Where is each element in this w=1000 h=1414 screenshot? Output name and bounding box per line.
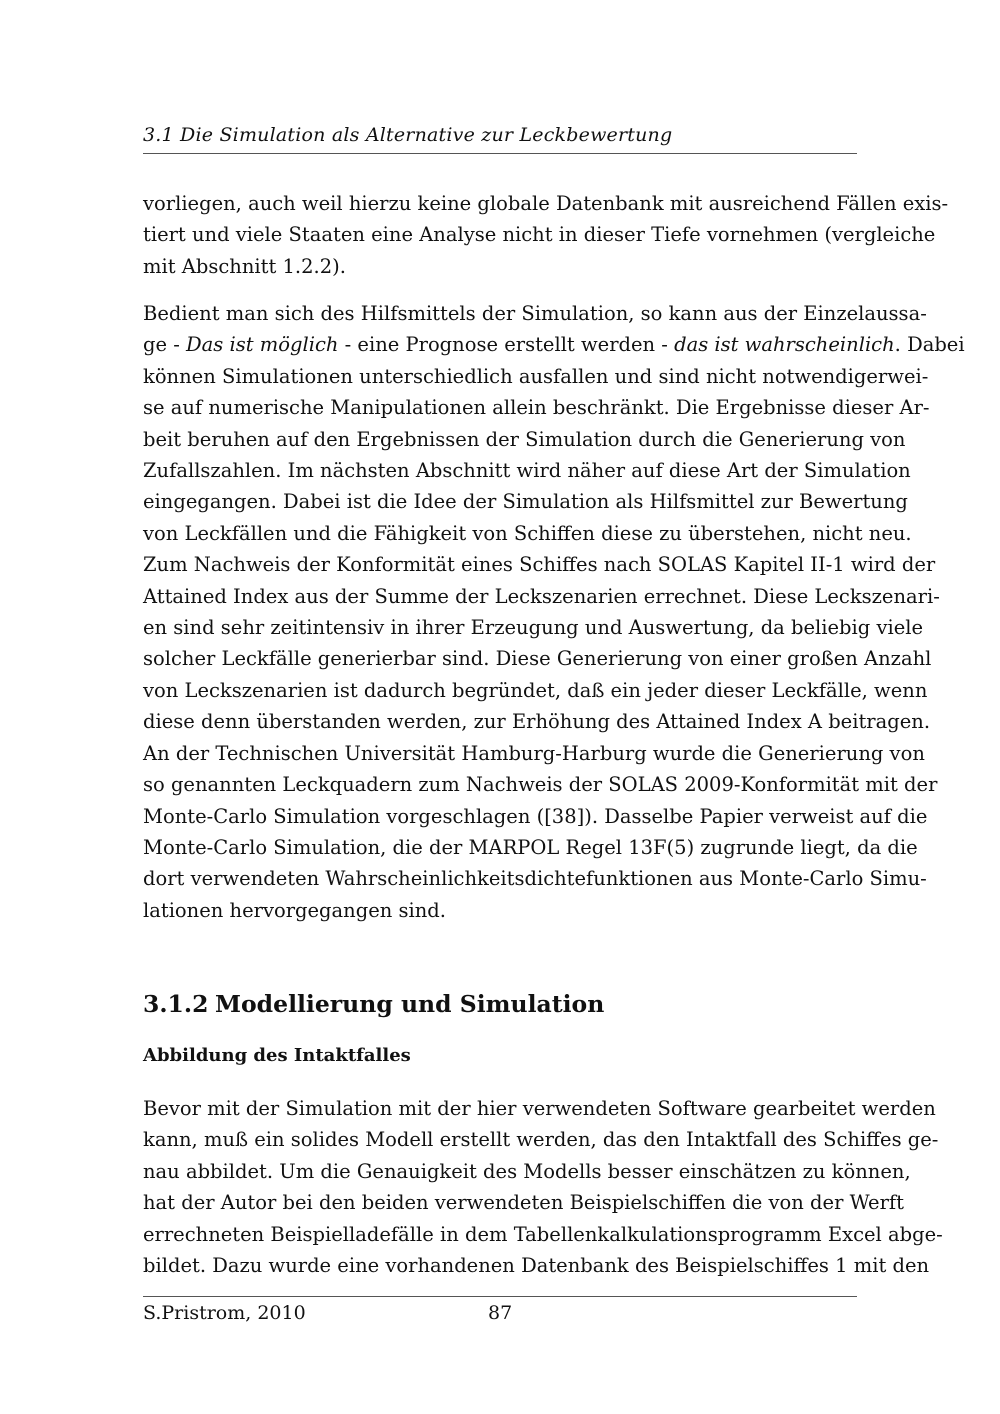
section-title: Modellierung und Simulation (215, 990, 605, 1018)
text-line: können Simulationen unterschiedlich ausfallen und sind nicht notwendigerwei- (143, 364, 929, 388)
text-line: Attained Index aus der Summe der Leckszenarien errechnet. Diese Leckszenari- (143, 584, 940, 608)
header-rule (143, 153, 857, 154)
paragraph-2 (143, 298, 965, 926)
text-line: Bevor mit der Simulation mit der hier verwendeten Software gearbeitet werden (143, 1097, 936, 1120)
text-fragment: ge - (143, 333, 187, 357)
text-line: mit Abschnitt 1.2.2). (143, 254, 346, 278)
text-fragment: - eine Prognose erstellt werden - (338, 333, 675, 357)
emphasis-possible: Das ist möglich (186, 333, 339, 357)
text-line: so genannten Leckquadern zum Nachweis der SOLAS 2009-Konformität mit der (143, 773, 938, 797)
text-line: lationen hervorgegangen sind. (143, 898, 446, 922)
text-line: vorliegen, auch weil hierzu keine globale Datenbank mit ausreichend Fällen exis- (143, 192, 949, 215)
emphasis-probable: das ist wahrscheinlich (674, 333, 895, 357)
text-line: tiert und viele Staaten eine Analyse nicht in dieser Tiefe vornehmen (vergleiche (143, 223, 936, 247)
text-line: hat der Autor bei den beiden verwendeten Beispielschiffen die von der Werft (143, 1191, 904, 1215)
text-line: dort verwendeten Wahrscheinlichkeitsdichtefunktionen aus Monte-Carlo Simu- (143, 867, 927, 891)
footer-rule (143, 1296, 857, 1297)
text-line: nau abbildet. Um die Genauigkeit des Modells besser einschätzen zu können, (143, 1159, 911, 1183)
text-line: Monte-Carlo Simulation vorgeschlagen ([38]). Dasselbe Papier verweist auf die (143, 804, 928, 828)
text-line: en sind sehr zeitintensiv in ihrer Erzeugung und Auswertung, da beliebig viele (143, 616, 924, 640)
text-line: eingegangen. Dabei ist die Idee der Simulation als Hilfsmittel zur Bewertung (143, 490, 908, 514)
text-line: An der Technischen Universität Hamburg-Harburg wurde die Generierung von (143, 741, 925, 765)
section-heading (143, 990, 604, 1018)
text-fragment: . Dabei (894, 333, 965, 357)
text-line: errechneten Beispielladefälle in dem Tabellenkalkulationsprogramm Excel abge- (143, 1222, 943, 1246)
page-number: 87 (488, 1302, 513, 1324)
text-line: von Leckfällen und die Fähigkeit von Schiffen diese zu überstehen, nicht neu. (143, 521, 912, 545)
text-line: Zum Nachweis der Konformität eines Schiffes nach SOLAS Kapitel II-1 wird der (143, 553, 936, 577)
paragraph-3 (143, 1093, 943, 1281)
section-number: 3.1.2 (143, 990, 209, 1018)
text-line: von Leckszenarien ist dadurch begründet, daß ein jeder dieser Leckfälle, wenn (143, 678, 928, 702)
text-line: diese denn überstanden werden, zur Erhöhung des Attained Index A beitragen. (143, 710, 931, 734)
text-line: Bedient man sich des Hilfsmittels der Simulation, so kann aus der Einzelaussa- (143, 302, 927, 325)
text-line: Zufallszahlen. Im nächsten Abschnitt wird näher auf diese Art der Simulation (143, 459, 911, 483)
running-header: 3.1 Die Simulation als Alternative zur Leckbewertung (143, 124, 673, 146)
text-line: beit beruhen auf den Ergebnissen der Simulation durch die Generierung von (143, 427, 906, 451)
text-line: Monte-Carlo Simulation, die der MARPOL Regel 13F(5) zugrunde liegt, da die (143, 835, 918, 859)
text-line: solcher Leckfälle generierbar sind. Diese Generierung von einer großen Anzahl (143, 647, 932, 671)
text-line: bildet. Dazu wurde eine vorhandenen Datenbank des Beispielschiffes 1 mit den (143, 1254, 930, 1278)
subsection-heading: Abbildung des Intaktfalles (143, 1045, 411, 1066)
text-line: kann, muß ein solides Modell erstellt werden, das den Intaktfall des Schiffes ge- (143, 1128, 939, 1152)
paragraph-1 (143, 188, 949, 282)
text-line-with-emphasis (143, 329, 965, 360)
text-line: se auf numerische Manipulationen allein beschränkt. Die Ergebnisse dieser Ar- (143, 396, 930, 420)
footer-author: S.Pristrom, 2010 (143, 1302, 306, 1324)
